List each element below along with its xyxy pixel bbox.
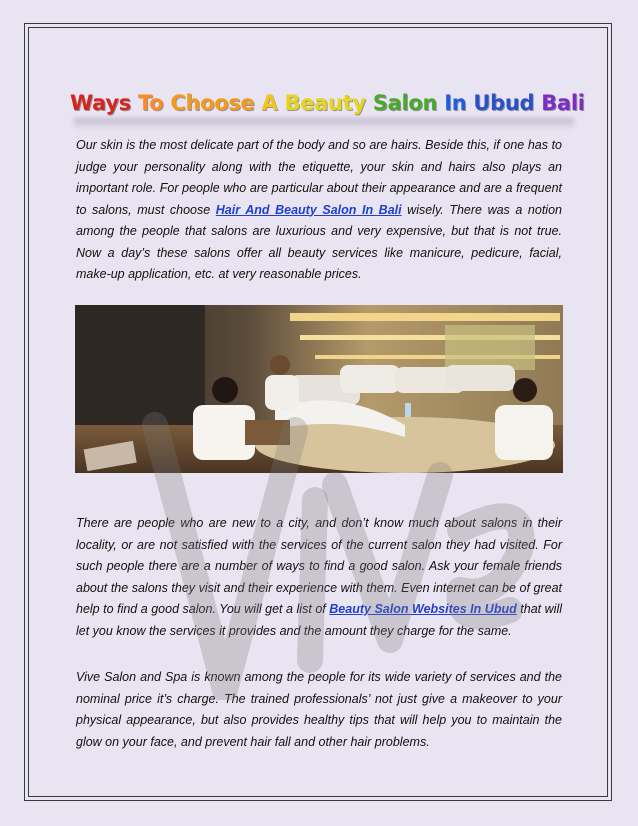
paragraph-text: There are people who are new to a city, and don’t know much about salons in their locality, or are not satisfied with the services of the current salon they had visited. For such people there are a number of ways to find a good salon. Ask your female friends about the salons they visit and their experience with them. Even internet can be of great help to find a good salon. You will get a list of [76,516,562,616]
paragraph-text: Vive Salon and Spa is known among the people for its wide variety of services and the nominal price it’s charge. The trained professionals’ not just give a makeover to your physical appearance, but also provides healthy tips that will help you to maintain the glow on your face, and prevent hair fall and other hair problems. [76,670,562,749]
title-word: To [137,91,164,115]
paragraph-vive-salon [76,667,562,753]
watermark-label: Vive Bali [60,260,64,261]
document-title [70,88,585,118]
title-reflection [74,118,574,130]
paragraph-finding-salon [76,513,562,642]
title-word: Bali [541,91,585,115]
paragraph-intro [76,135,562,286]
paragraph-text: that will let you know the services it provides and the amount they charge for the same. [76,602,562,638]
beauty-salon-websites-link[interactable]: Beauty Salon Websites In Ubud [329,602,517,616]
paragraph-text: wisely. There was a notion among the people that salons are luxurious and very expensive, but that is not true. Now a day’s these salons offer all beauty services like manicure, pedicure, facial, make-up application, etc. at very reasonable prices. [76,202,562,281]
title-word: Ways [70,91,131,115]
title-word: Beauty [284,91,366,115]
salon-photo [75,305,563,473]
title-word: A [261,91,278,115]
title-word: Choose [170,91,255,115]
title-word: Ubud [473,91,535,115]
title-word: Salon [372,91,438,115]
title-word: In [444,91,467,115]
hair-beauty-salon-link[interactable]: Hair And Beauty Salon In Bali [215,202,402,217]
paragraph-text: Our skin is the most delicate part of the body and so are hairs. Beside this, if one has to judge your personality along with the etiquette, your skin and hairs also plays an important role. For people who are particular about their appearance and are a frequent to salons, must choose [76,138,562,217]
salon-photo-illustration [75,305,563,473]
